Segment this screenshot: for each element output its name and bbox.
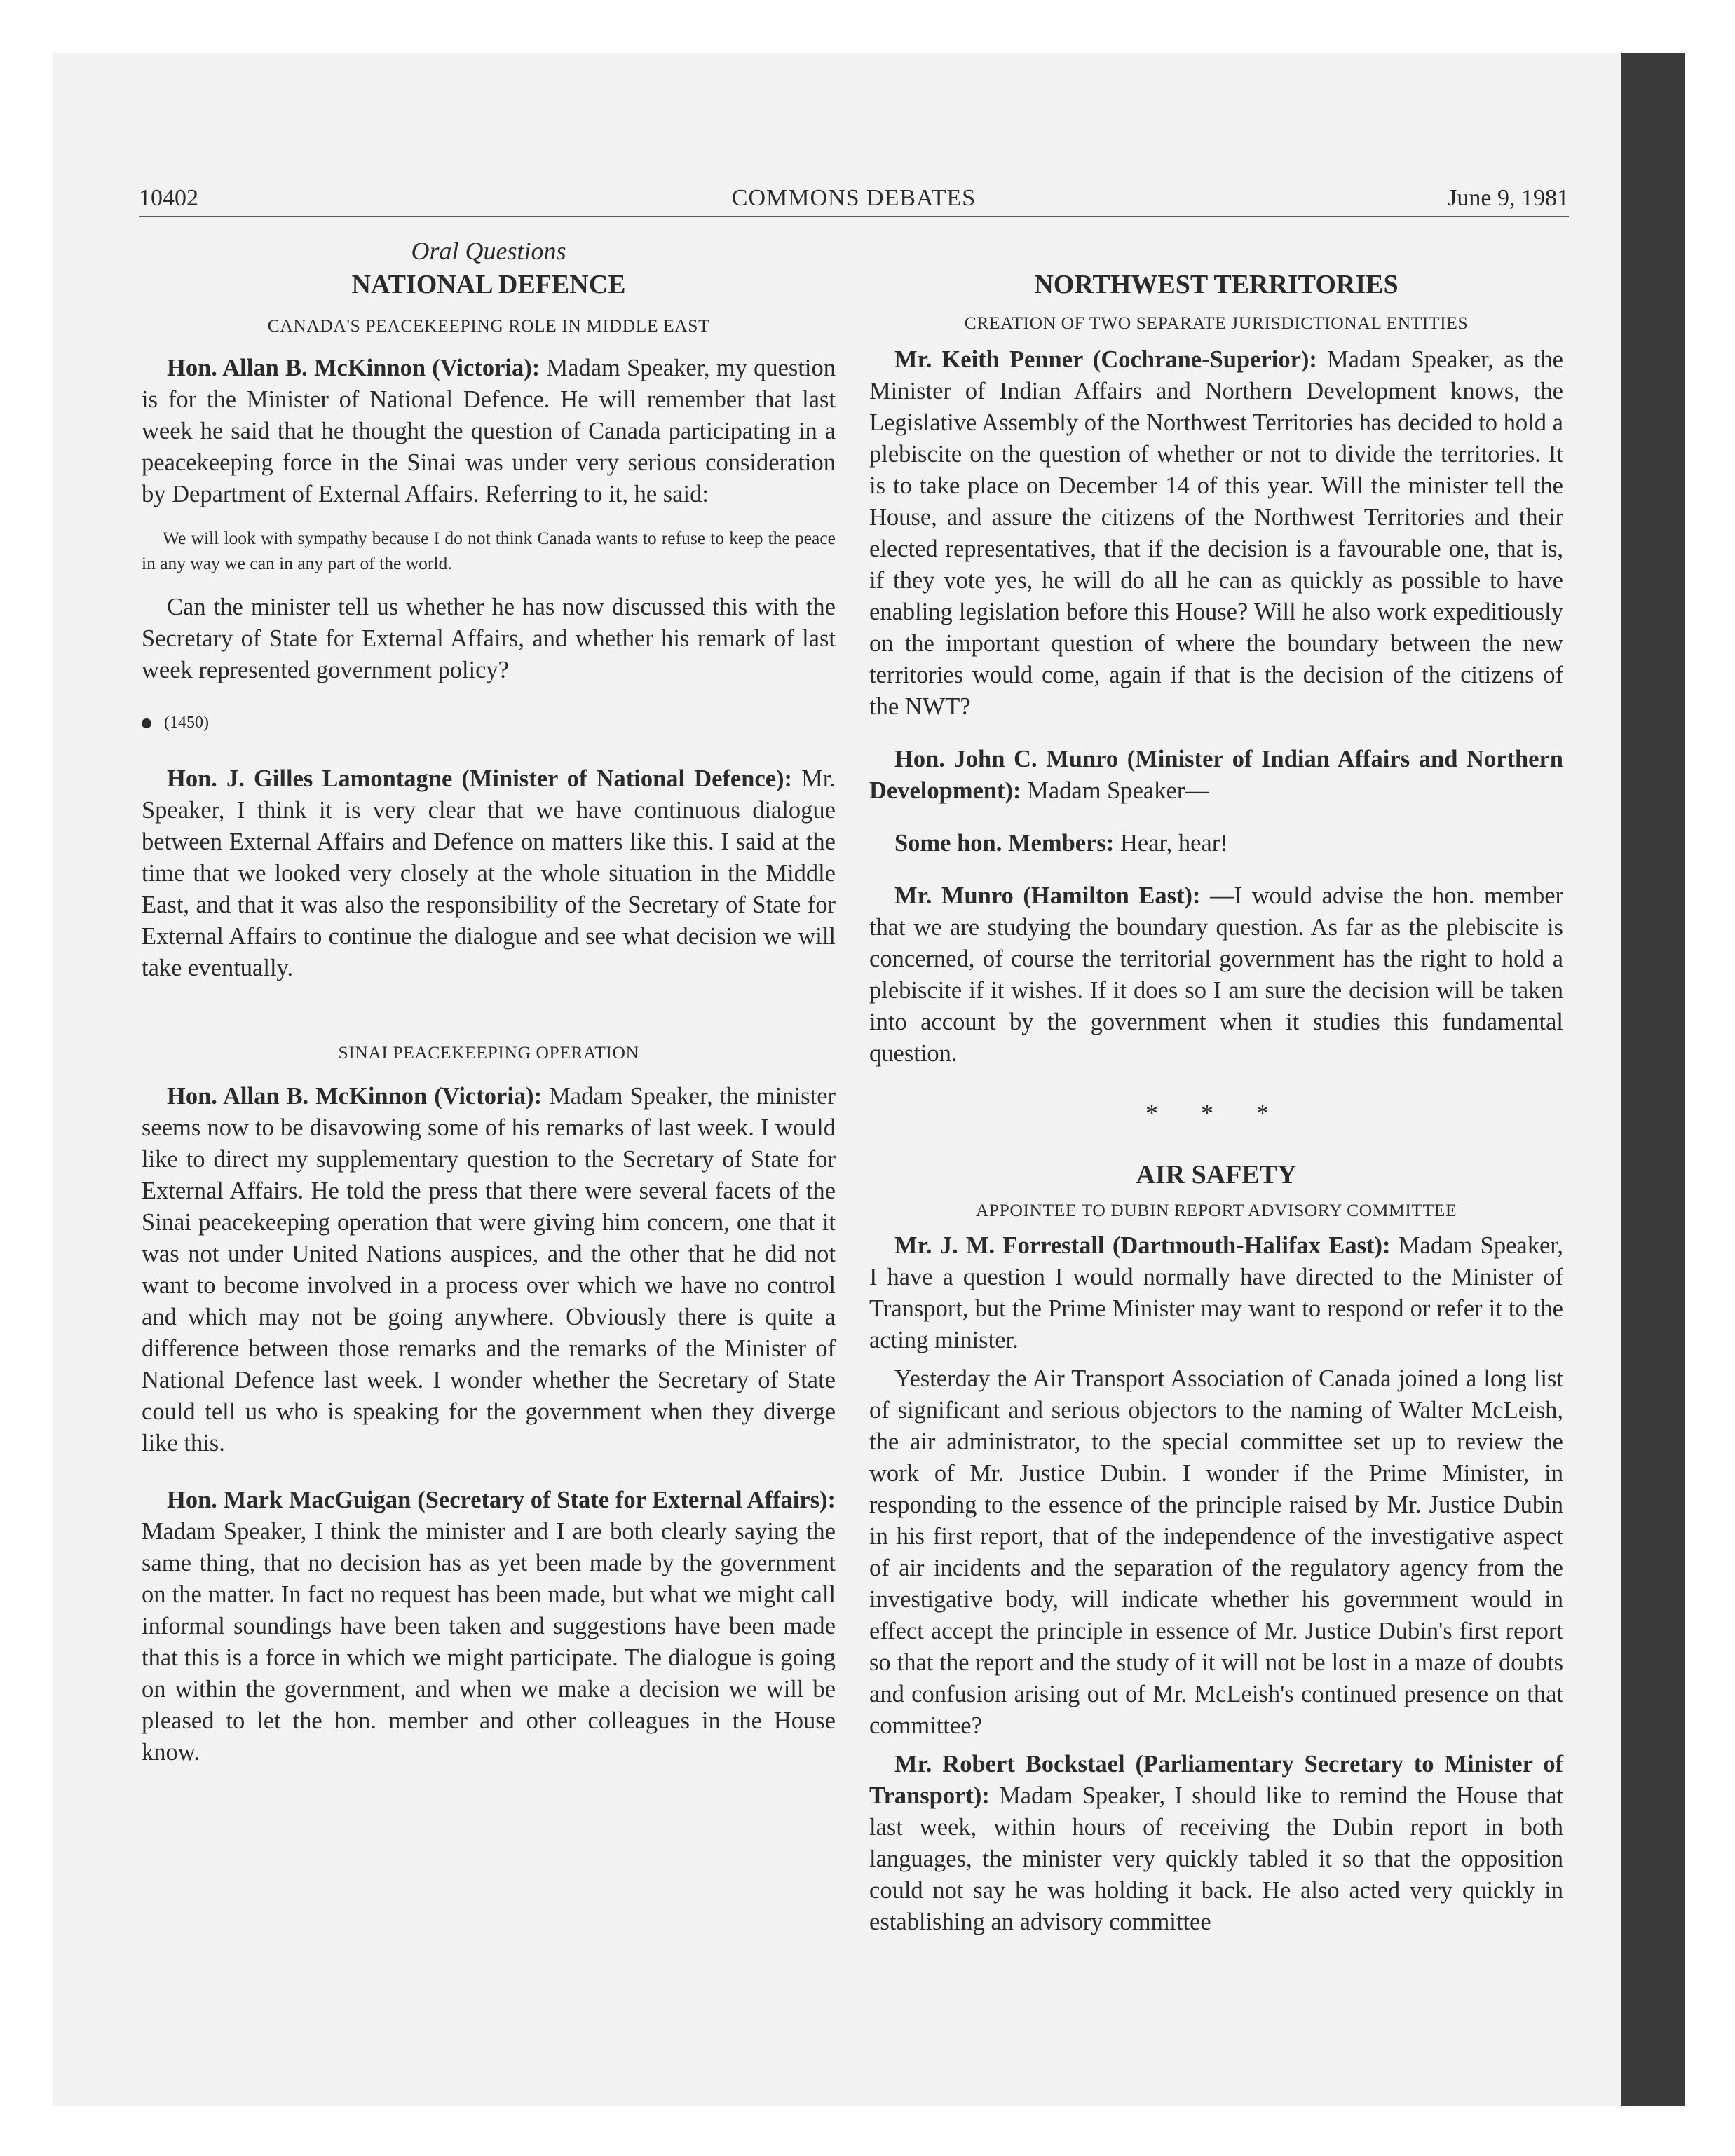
time-stamp-text: (1450) — [164, 714, 209, 732]
paragraph — [869, 828, 1563, 859]
subheading: SINAI PEACEKEEPING OPERATION — [338, 1042, 639, 1063]
speaker-name: Some hon. Members: — [894, 830, 1115, 857]
speech-text: Madam Speaker, the minister seems now to be disavowing some of his remarks of last week. I would like to direct my supplementary question to the Secretary of State for External Affairs. He told the press that there were several facets of the Sinai peacekeeping operation that were giving him concern, one that it was not under United Nations auspices, and the other that he did not want to become involved in a process over which we have no control and which may not be going anywhere. Obviously there is quite a difference between those remarks and the remarks of the Minister of National Defence last week. I wonder whether the Secretary of State could tell us who is speaking for the government when they diverge like this. — [142, 1083, 836, 1456]
speech-text: Madam Speaker, my question is for the Minister of National Defence. He will remember that last week he said that he thought the question of Canada participating in a peacekeeping force in the Sinai was under very serious consideration by Department of External Affairs. Referring to it, he said: — [142, 355, 836, 507]
section-heading: NORTHWEST TERRITORIES — [1034, 270, 1399, 299]
speech-text: Mr. Speaker, I think it is very clear that we have continuous dialogue between External Affairs and Defence on matters like this. I said at the time that we looked very closely at the whole situation in the Middle East, and that it was also the responsibility of the Secretary of State for External Affairs to continue the dialogue and see what decision we will take eventually. — [142, 765, 836, 981]
speaker-name: Mr. Robert Bockstael (Parliamentary Secretary to Minister of Transport): — [869, 1751, 1563, 1809]
paragraph — [869, 880, 1563, 1070]
paragraph — [142, 763, 836, 984]
speaker-name: Hon. Allan B. McKinnon (Victoria): — [167, 355, 540, 381]
speech-text: Hear, hear! — [1114, 830, 1228, 857]
paragraph — [142, 1081, 836, 1459]
paragraph: Yesterday the Air Transport Association of Canada joined a long list of significant and serious objectors to the naming of Walter McLeish, the air administrator, to the special committee set up to review the work of Mr. Justice Dubin. I wonder if the Prime Minister, in responding to the essence of the principle raised by Mr. Justice Dubin in his first report, that of the independence of the investigative aspect of air incidents and the separation of the regulatory agency from the investigative body, will indicate whether his government would in effect accept the principle in essence of Mr. Justice Dubin's first report so that the report and the study of it will not be lost in a maze of doubts and confusion arising out of Mr. McLeish's continued presence on that committee? — [869, 1365, 1563, 1739]
speaker-name: Hon. J. Gilles Lamontagne (Minister of National Defence): — [167, 765, 793, 792]
speech-text: Madam Speaker, I should like to remind the House that last week, within hours of receiving the Dubin report in both languages, the minister very quickly tabled it so that the opposition could not say he was holding it back. He also acted very quickly in establishing an advisory committee — [869, 1782, 1563, 1935]
paragraph — [142, 353, 836, 510]
paragraph: Can the minister tell us whether he has now discussed this with the Secretary of State for External Affairs, and whether his remark of last week represented government policy? — [142, 594, 836, 683]
subheading: APPOINTEE TO DUBIN REPORT ADVISORY COMMITTEE — [975, 1200, 1457, 1220]
page-number: 10402 — [139, 185, 198, 211]
speech-text: Madam Speaker, as the Minister of Indian Affairs and Northern Development knows, the Legislative Assembly of the Northwest Territories has decided to hold a plebiscite on the question of whether or not to divide the territories. It is to take place on December 14 of this year. Will the minister tell the House, and assure the citizens of the Northwest Territories and their elected representatives, that if the decision is a favourable one, that is, if they vote yes, he will do all he can as quickly as possible to have enabling legislation before this House? Will he also work expeditiously on the important question of where the boundary between the new territories would come, again if that is the decision of the citizens of the NWT? — [869, 346, 1563, 720]
paragraph — [142, 1485, 836, 1768]
scan-dark-edge — [1621, 53, 1685, 2106]
right-column — [869, 235, 1563, 1938]
paragraph — [869, 1230, 1563, 1356]
subheading: CREATION OF TWO SEPARATE JURISDICTIONAL ENTITIES — [964, 313, 1469, 333]
speaker-name: Mr. J. M. Forrestall (Dartmouth-Halifax East): — [894, 1232, 1391, 1259]
page-header — [139, 181, 1569, 217]
left-column — [142, 235, 836, 1768]
section-heading: NATIONAL DEFENCE — [351, 270, 626, 299]
paragraph — [869, 744, 1563, 807]
bullet-dot-icon — [142, 718, 151, 728]
speaker-name: Hon. Allan B. McKinnon (Victoria): — [167, 1083, 543, 1110]
section-heading: AIR SAFETY — [1136, 1160, 1297, 1189]
section-separator: * * * — [1145, 1099, 1287, 1127]
speech-text: Madam Speaker, I think the minister and I are both clearly saying the same thing, that no decision has as yet been made by the government on the matter. In fact no request has been made, but what we might call informal soundings have been taken and suggestions have been made that this is a force in which we might participate. The dialogue is going on within the government, and when we make a decision we will be pleased to let the hon. member and other colleagues in the House know. — [142, 1518, 836, 1766]
subsection-title: Oral Questions — [411, 237, 566, 265]
speech-text: —I would advise the hon. member that we are studying the boundary question. As far as the plebiscite is concerned, of course the territorial government has the right to hold a plebiscite if it wishes. If it does so I am sure the decision will be taken into account by the government when it studies this fundamental question. — [869, 882, 1564, 1067]
speech-text: Madam Speaker, I have a question I would normally have directed to the Minister of Transport, but the Prime Minister may want to respond or refer it to the acting minister. — [869, 1232, 1563, 1353]
time-stamp — [142, 710, 836, 735]
running-title: COMMONS DEBATES — [731, 185, 977, 211]
block-quote: We will look with sympathy because I do not think Canada wants to refuse to keep the peace in any way we can in any part of the world. — [142, 528, 836, 573]
speech-text: Madam Speaker— — [1021, 777, 1209, 804]
speaker-name: Hon. John C. Munro (Minister of Indian Affairs and Northern Development): — [869, 746, 1563, 804]
paragraph — [869, 1749, 1563, 1938]
header-date: June 9, 1981 — [1448, 185, 1569, 211]
speaker-name: Mr. Keith Penner (Cochrane-Superior): — [894, 346, 1317, 373]
speaker-name: Hon. Mark MacGuigan (Secretary of State for External Affairs): — [167, 1487, 836, 1513]
speaker-name: Mr. Munro (Hamilton East): — [894, 882, 1201, 909]
paragraph — [869, 344, 1563, 723]
subheading: CANADA'S PEACEKEEPING ROLE IN MIDDLE EAST — [267, 315, 710, 336]
